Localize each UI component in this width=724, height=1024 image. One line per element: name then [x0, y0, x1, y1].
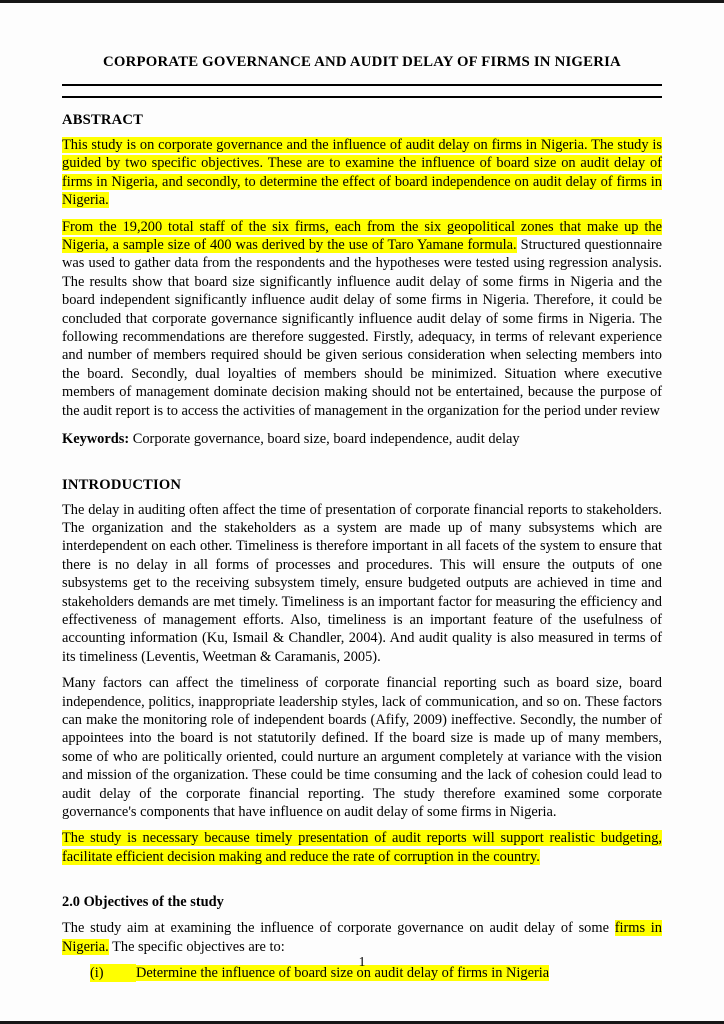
abstract-paragraph-1	[62, 136, 662, 210]
objective-item-1-text: Determine the influence of board size on audit delay of firms in Nigeria	[136, 965, 550, 982]
abstract-paragraph-1-highlight: This study is on corporate governance and the influence of audit delay on firms in Nigeria. The study is guided by two specific objectives. These are to examine the influence of board size on audit delay of firms in Nigeria, and secondly, to determine the effect of board independence on audit delay of firms in Nigeria.	[62, 137, 662, 209]
objective-item-1-marker: (i)	[90, 964, 136, 982]
objectives-heading: 2.0 Objectives of the study	[62, 894, 224, 911]
document-title: CORPORATE GOVERNANCE AND AUDIT DELAY OF FIRMS IN NIGERIA	[103, 54, 621, 70]
introduction-paragraph-1: The delay in auditing often affect the time of presentation of corporate financial reports to stakeholders. The organization and the stakeholders as a system are made up of many subsystems which are interdependent on each other. Timeliness is therefore important in all facets of the system to ensure that there is no delay in all forms of processes and procedures. This will ensure the outputs of one subsystems get to the receiving subsystem timely, ensure budgeted outputs are achieved in time and stakeholders demands are met timely. Timeliness is an important factor for measuring the efficiency and effectiveness of management efforts. Also, timeliness is an important feature of the usefulness of accounting information (Ku, Ismail & Chandler, 2004). And audit quality is also measured in terms of its timeliness (Leventis, Weetman & Caramanis, 2005).	[62, 501, 662, 665]
title-rule-bottom	[62, 96, 662, 98]
page-content	[0, 3, 724, 982]
abstract-paragraph-2-text: Structured questionnaire was used to gather data from the respondents and the hypotheses were tested using regression analysis. The results show that board size significantly influence audit delay of some firms in Nigeria and the board independent significantly influence audit delay of some firms in Nigeria. Therefore, it could be concluded that corporate governance significantly influence audit delay of some firms in Nigeria. The following recommendations are therefore suggested. Firstly, adequacy, in terms of relevant experience and number of members required should be given serious consideration when selecting members into the board. Secondly, dual loyalties of members should be minimized. Situation where executive members of management dominate decision making should not be entertained, because the purpose of the audit report is to access the activities of management in the organization for the period under review	[62, 237, 662, 419]
objectives-intro-highlight: firms in Nigeria.	[62, 920, 662, 955]
introduction-paragraph-3	[62, 829, 662, 866]
page-number: 1	[358, 954, 366, 969]
objectives-intro-text-after: The specific objectives are to:	[108, 938, 285, 955]
keywords-text: Corporate governance, board size, board independence, audit delay	[129, 431, 520, 448]
introduction-heading: INTRODUCTION	[62, 476, 182, 493]
keywords-label: Keywords:	[62, 431, 130, 448]
introduction-paragraph-3-highlight: The study is necessary because timely presentation of audit reports will support realistic budgeting, facilitate efficient decision making and reduce the rate of corruption in the country.	[62, 830, 662, 865]
keywords-line	[62, 430, 662, 448]
title-rule-top	[62, 84, 662, 86]
objectives-intro-text-before: The study aim at examining the influence of corporate governance on audit delay of some	[62, 920, 615, 937]
objectives-intro	[62, 919, 662, 956]
introduction-paragraph-2: Many factors can affect the timeliness of corporate financial reporting such as board size, board independence, politics, inappropriate leadership styles, lack of communication, and so on. These factors can make the monitoring role of independent boards (Afify, 2009) ineffective. Secondly, the number of appointees into the board is not statutorily defined. If the board size is made up of many members, some of who are politically oriented, could nurture an argument completely at variance with the vision and mission of the organization. These could be time consuming and the lack of cohesion could lead to audit delay of the corporate financial reporting. The study therefore examined some corporate governance's components that have influence on audit delay of some firms in Nigeria.	[62, 675, 662, 820]
abstract-paragraph-2-highlight: From the 19,200 total staff of the six firms, each from the six geopolitical zones that make up the Nigeria, a sample size of 400 was derived by the use of Taro Yamane formula.	[62, 218, 662, 254]
abstract-heading: ABSTRACT	[62, 112, 144, 128]
abstract-paragraph-2	[62, 218, 662, 420]
